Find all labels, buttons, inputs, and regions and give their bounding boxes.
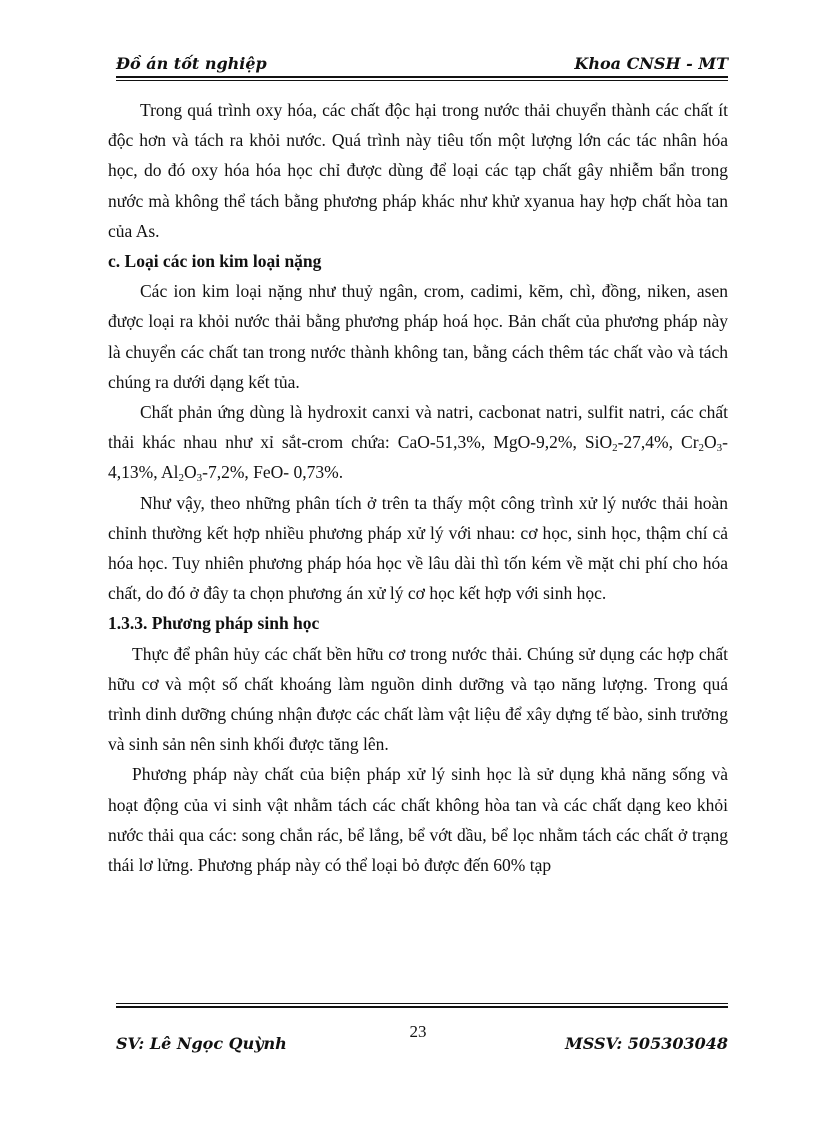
footer-student-id: MSSV: 505303048 bbox=[565, 1034, 728, 1053]
paragraph-biological-1: Thực để phân hủy các chất bền hữu cơ trong nước thải. Chúng sử dụng các hợp chất hữu cơ và một số chất khoáng làm nguồn dinh dưỡng và tạo năng lượng. Trong quá trình dinh dưỡng chúng nhận được các chất làm vật liệu để xây dựng tế bào, sinh trưởng và sinh sản nên sinh khối được tăng lên. bbox=[108, 643, 728, 755]
header-rule-thin bbox=[116, 80, 728, 81]
page-header bbox=[116, 54, 728, 76]
paragraph-biological-2: Phương pháp này chất của biện pháp xử lý sinh học là sử dụng khả năng sống và hoạt động của vi sinh vật nhằm tách các chất không hòa tan và các chất dạng keo khỏi nước thải qua các: song chắn rác, bể lắng, bể vớt dầu, bể lọc nhằm tách các chất ở trạng thái lơ lửng. Phương pháp này có thể loại bỏ được đến 60% tạp bbox=[108, 764, 728, 876]
paragraph-reagents: Chất phản ứng dùng là hydroxit canxi và natri, cacbonat natri, sulfit natri, các chất thải khác nhau như xỉ sắt-crom chứa: CaO-51,3%, MgO-9,2%, SiO$_2$-27,4%, $Cr_2O_3-4,13\%$, $Al_2O_3-7,2\%$, FeO- 0,73%. bbox=[108, 402, 728, 485]
heading-biological-method: 1.3.3. Phương pháp sinh học bbox=[108, 613, 320, 634]
paragraph-heavy-metals: Các ion kim loại nặng như thuỷ ngân, crom, cadimi, kẽm, chì, đồng, niken, asen được loại ra khỏi nước thải bằng phương pháp hoá học. Bản chất của phương pháp này là chuyển các chất tan trong nước thành không tan, bằng cách thêm tác chất vào và tách chúng ra dưới dạng kết tủa. bbox=[108, 281, 728, 392]
footer-rule-thick bbox=[116, 1006, 728, 1008]
heading-heavy-metal-ions: c. Loại các ion kim loại nặng bbox=[108, 251, 322, 272]
header-right-text: Khoa CNSH - MT bbox=[574, 54, 728, 73]
footer-student-name: SV: Lê Ngọc Quỳnh bbox=[116, 1034, 287, 1053]
paragraph-conclusion: Như vậy, theo những phân tích ở trên ta thấy một công trình xử lý nước thải hoàn chỉnh thường kết hợp nhiều phương pháp xử lý với nhau: cơ học, sinh học, thậm chí cả hóa học. Tuy nhiên phương pháp hóa học về lâu dài thì tốn kém về mặt chi phí cho hóa chất, do đó ở đây ta chọn phương án xử lý cơ học kết hợp với sinh học. bbox=[108, 492, 728, 604]
page-number: 23 bbox=[409, 1022, 427, 1041]
header-left-text: Đồ án tốt nghiệp bbox=[116, 54, 267, 73]
page-footer bbox=[116, 1022, 728, 1053]
paragraph-oxidation: Trong quá trình oxy hóa, các chất độc hại trong nước thải chuyển thành các chất ít độc hơn và tách ra khỏi nước. Quá trình này tiêu tốn một lượng lớn các tác nhân hóa học, do đó oxy hóa hóa học chỉ được dùng để loại các tạp chất gây nhiễm bẩn trong nước mà không thể tách bằng phương pháp khác như khử xyanua hay hợp chất hòa tan của As. bbox=[108, 100, 728, 241]
document-body bbox=[108, 95, 728, 880]
header-rule-thick bbox=[116, 76, 728, 78]
footer-rule-thin bbox=[116, 1003, 728, 1004]
